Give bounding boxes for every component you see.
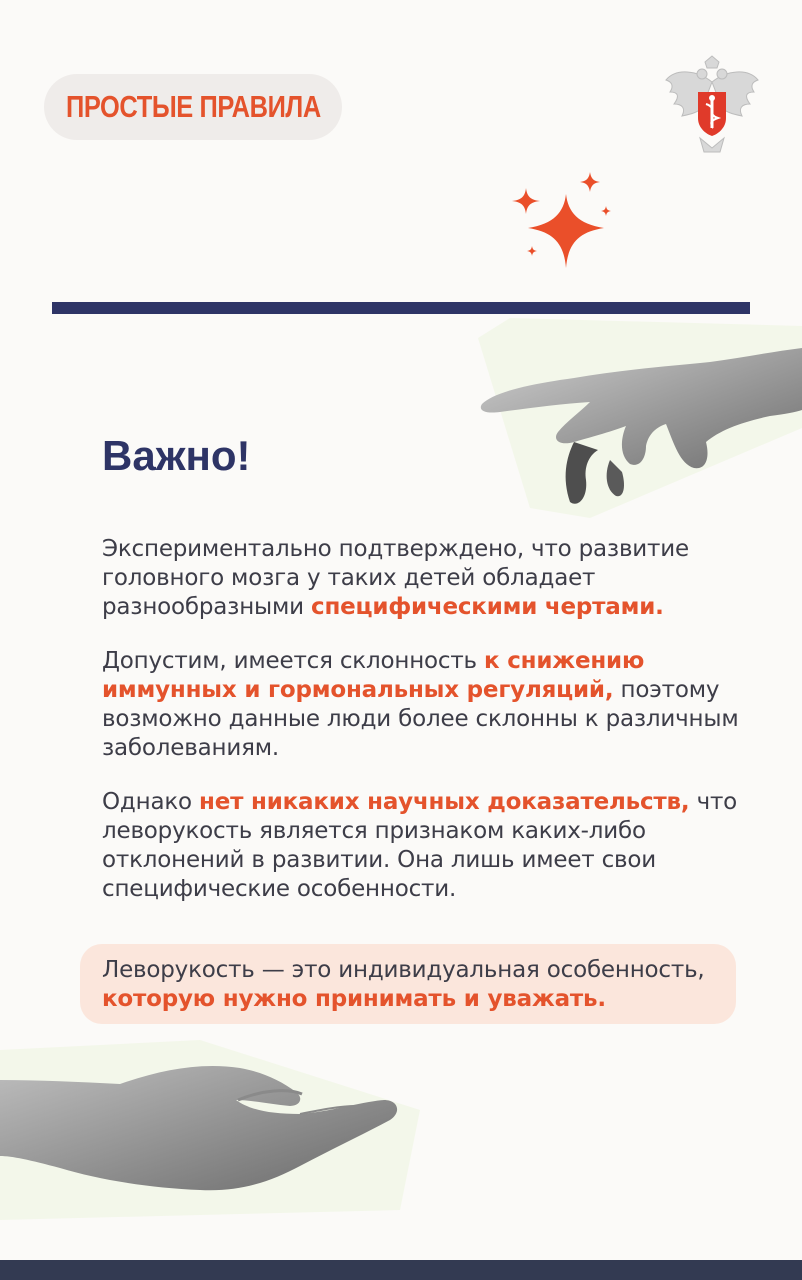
- callout-highlighted-text: которую нужно принимать и уважать.: [102, 986, 606, 1012]
- paragraph-brain-development: [102, 535, 742, 622]
- paragraph-text: Допустим, имеется склонность: [102, 648, 485, 674]
- pointing-hand-image: [470, 318, 802, 518]
- paragraph-immune-regulation: [102, 647, 742, 763]
- page-title: Важно!: [102, 432, 251, 479]
- callout-plain-text: Леворукость — это индивидуальная особенность,: [102, 957, 705, 983]
- highlighted-text: к снижению иммунных и гормональных регуляций,: [102, 648, 645, 703]
- header-badge-label: ПРОСТЫЕ ПРАВИЛА: [65, 89, 321, 124]
- header-badge: [44, 74, 342, 140]
- paragraph-text: Однако: [102, 789, 200, 815]
- paragraph-no-evidence: [102, 788, 742, 904]
- callout-text: [102, 956, 732, 1014]
- highlighted-text: нет никаких научных доказательств,: [199, 789, 690, 815]
- highlighted-text: специфическими чертами.: [311, 594, 664, 620]
- section-divider: [52, 302, 750, 314]
- reaching-hand-image: [0, 1040, 420, 1220]
- paragraph-text: Экспериментально подтверждено, что развитие головного мозга у таких детей обладает разнообразными: [102, 536, 689, 620]
- paragraph-text: что леворукость является признаком каких-либо отклонений в развитии. Она лишь имеет свои специфические особенности.: [102, 789, 738, 902]
- sparkles-icon: [508, 168, 618, 278]
- coat-of-arms-emblem-icon: [662, 52, 762, 158]
- paragraph-text: поэтому возможно данные люди более склонны к различным заболеваниям.: [102, 677, 739, 761]
- callout-note: [80, 944, 736, 1024]
- footer-bar: [0, 1260, 802, 1280]
